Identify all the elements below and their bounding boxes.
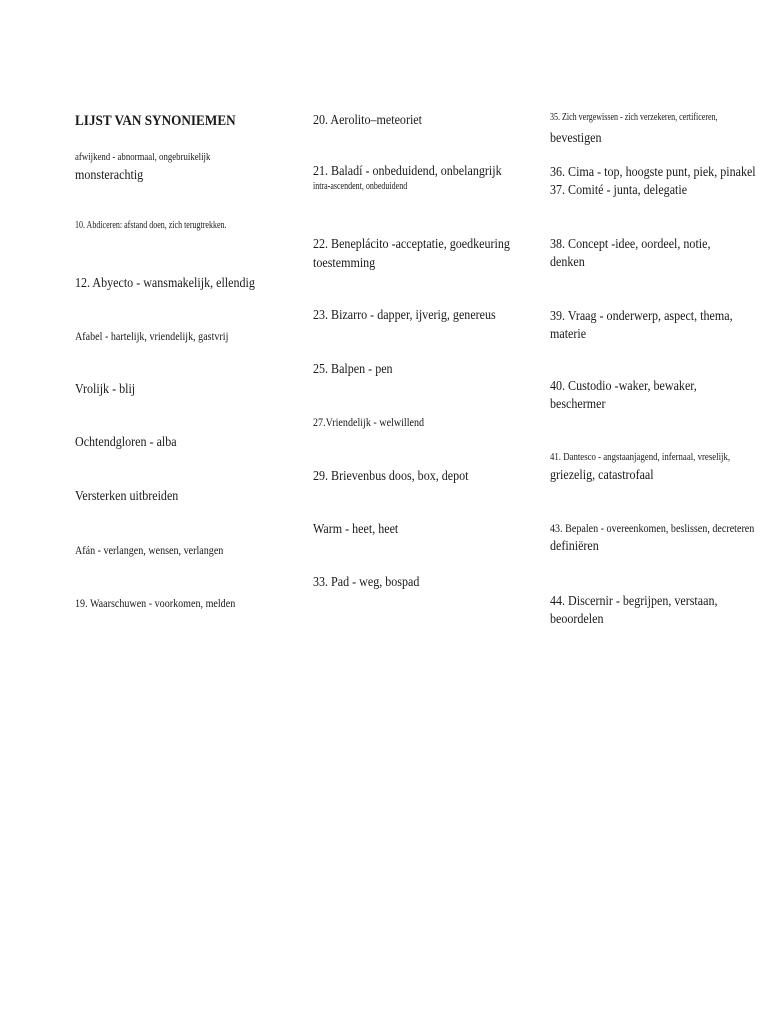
- list-item: [550, 451, 768, 484]
- list-item: [313, 163, 532, 193]
- list-item: Afán - verlangen, wensen, verlangen: [75, 543, 224, 557]
- list-item: [313, 236, 542, 272]
- entry-line: 44. Discernir - begrijpen, verstaan,: [550, 594, 718, 609]
- entry-line: 40. Custodio -waker, bewaker,: [550, 379, 697, 394]
- list-item: 10. Abdiceren: afstand doen, zich terugtrekken.: [75, 220, 227, 231]
- list-item: Vrolijk - blij: [75, 382, 136, 397]
- entry-line: toestemming: [313, 255, 376, 271]
- entry-line: 38. Concept -idee, oordeel, notie,: [550, 237, 711, 252]
- list-item: [550, 593, 745, 628]
- list-item: 12. Abyecto - wansmakelijk, ellendig: [75, 276, 255, 291]
- page-title: LIJST VAN SYNONIEMEN: [75, 113, 236, 129]
- entry-line: materie: [550, 326, 587, 342]
- list-item: Afabel - hartelijk, vriendelijk, gastvrij: [75, 329, 229, 343]
- entry-line: intra-ascendent, onbeduidend: [313, 180, 408, 192]
- list-item: [75, 151, 244, 184]
- entry-line: 35. Zich vergewissen - zich verzekeren, certificeren,: [550, 112, 718, 123]
- entry-line: afwijkend - abnormaal, ongebruikelijk: [75, 151, 211, 163]
- list-item: 33. Pad - weg, bospad: [313, 575, 420, 590]
- list-item: [550, 164, 768, 199]
- list-item: [550, 236, 737, 271]
- entry-line: 37. Comité - junta, delegatie: [550, 182, 688, 198]
- list-item: [550, 308, 762, 343]
- entry-line: beoordelen: [550, 611, 604, 627]
- entry-line: denken: [550, 254, 585, 270]
- entry-line: bevestigen: [550, 130, 602, 146]
- list-item: 29. Brievenbus doos, box, depot: [313, 469, 469, 484]
- list-item: [550, 521, 768, 556]
- list-item: Warm - heet, heet: [313, 522, 399, 537]
- entry-line: 39. Vraag - onderwerp, aspect, thema,: [550, 309, 733, 324]
- entry-line: monsterachtig: [75, 167, 144, 183]
- entry-line: 41. Dantesco - angstaanjagend, infernaal, vreselijk,: [550, 451, 731, 463]
- entry-line: definiëren: [550, 539, 599, 554]
- list-item: [550, 112, 759, 147]
- list-item: Versterken uitbreiden: [75, 489, 179, 504]
- entry-line: 43. Bepalen - overeenkomen, beslissen, decreteren: [550, 521, 755, 535]
- list-item: 19. Waarschuwen - voorkomen, melden: [75, 596, 236, 610]
- entry-line: beschermer: [550, 396, 606, 412]
- entry-line: griezelig, catastrofaal: [550, 467, 654, 483]
- list-item: [550, 378, 721, 413]
- list-item: 20. Aerolito–meteoriet: [313, 113, 423, 128]
- entry-line: 22. Beneplácito -acceptatie, goedkeuring: [313, 237, 510, 252]
- list-item: 27.Vriendelijk - welwillend: [313, 415, 425, 429]
- list-item: Ochtendgloren - alba: [75, 435, 177, 450]
- list-item: 25. Balpen - pen: [313, 362, 393, 377]
- entry-line: 21. Baladí - onbeduidend, onbelangrijk: [313, 164, 502, 179]
- list-item: 23. Bizarro - dapper, ijverig, genereus: [313, 308, 496, 323]
- entry-line: 36. Cima - top, hoogste punt, piek, pinakel: [550, 165, 756, 180]
